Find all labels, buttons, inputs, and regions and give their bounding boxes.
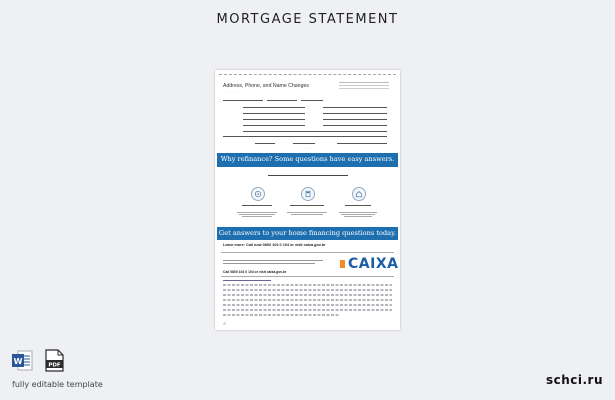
- form-field-line: [243, 107, 305, 108]
- caixa-logo: CAIXA: [348, 256, 399, 272]
- form-subheading-placeholder: · · · · · · · · · · · ·: [223, 90, 242, 93]
- answers-banner: Get answers to your home financing questions today.: [217, 227, 398, 240]
- refinance-banner: Why refinance? Some questions have easy answers.: [217, 153, 398, 167]
- brand-name[interactable]: schci.ru: [545, 373, 603, 387]
- benefit-text-2-placeholder: [279, 212, 335, 215]
- fine-print-line: [223, 304, 392, 306]
- refinance-subheading-placeholder: [215, 173, 400, 178]
- piggy-bank-icon: [251, 187, 265, 201]
- form-field-line: [267, 100, 297, 101]
- notice-placeholder: · · · · · · · · ·: [301, 147, 314, 150]
- form-field-line: [337, 143, 387, 144]
- form-field-line: [243, 113, 305, 114]
- pdf-file-icon[interactable]: [44, 349, 65, 372]
- form-field-line: [293, 143, 315, 144]
- benefit-title-3-placeholder: [330, 204, 386, 207]
- promo-text-placeholder: [223, 260, 333, 264]
- tear-line: [219, 74, 396, 75]
- form-field-line: [323, 125, 387, 126]
- document-preview[interactable]: [215, 70, 400, 330]
- page-title: MORTGAGE STATEMENT: [216, 12, 399, 27]
- form-heading: Address, Phone, and Name Changes: [223, 83, 309, 89]
- word-file-icon[interactable]: [12, 349, 33, 372]
- form-field-line: [323, 113, 387, 114]
- form-field-line: [323, 107, 387, 108]
- section-divider: [221, 252, 394, 253]
- fine-print-line: [223, 284, 392, 286]
- fine-print-line: [223, 289, 392, 291]
- house-icon: [352, 187, 366, 201]
- form-field-line: [223, 136, 387, 137]
- fine-print-line: [223, 294, 392, 296]
- form-field-line: [255, 143, 275, 144]
- fine-print-title-placeholder: [223, 279, 271, 282]
- form-field-line: [243, 125, 305, 126]
- form-field-line: [243, 131, 387, 132]
- call-line: Call 0800 104 0 104 or visit caixa.gov.br: [223, 270, 287, 274]
- fine-print-line: [223, 314, 340, 316]
- caixa-logo-mark: [340, 257, 346, 271]
- fine-print-line: [223, 309, 392, 311]
- form-field-line: [243, 119, 305, 120]
- fine-print-line: [223, 299, 392, 301]
- benefit-text-1-placeholder: [229, 212, 285, 217]
- form-field-line: [323, 119, 387, 120]
- word-file-letter: W: [13, 357, 23, 366]
- section-divider: [221, 276, 394, 277]
- pdf-file-label: PDF: [48, 362, 61, 369]
- calculator-icon: [301, 187, 315, 201]
- form-field-line: [223, 100, 263, 101]
- benefit-title-1-placeholder: [229, 204, 285, 207]
- benefit-text-3-placeholder: [330, 212, 386, 217]
- side-note-placeholder: [339, 82, 389, 89]
- page-marker-icon: ⊙: [223, 321, 227, 326]
- form-field-line: [301, 100, 323, 101]
- benefit-title-2-placeholder: [279, 204, 335, 207]
- caption: fully editable template: [12, 380, 103, 389]
- learn-more-line: Learn more: Call now 0800 104 0 104 or visit caixa.gov.br: [223, 243, 326, 247]
